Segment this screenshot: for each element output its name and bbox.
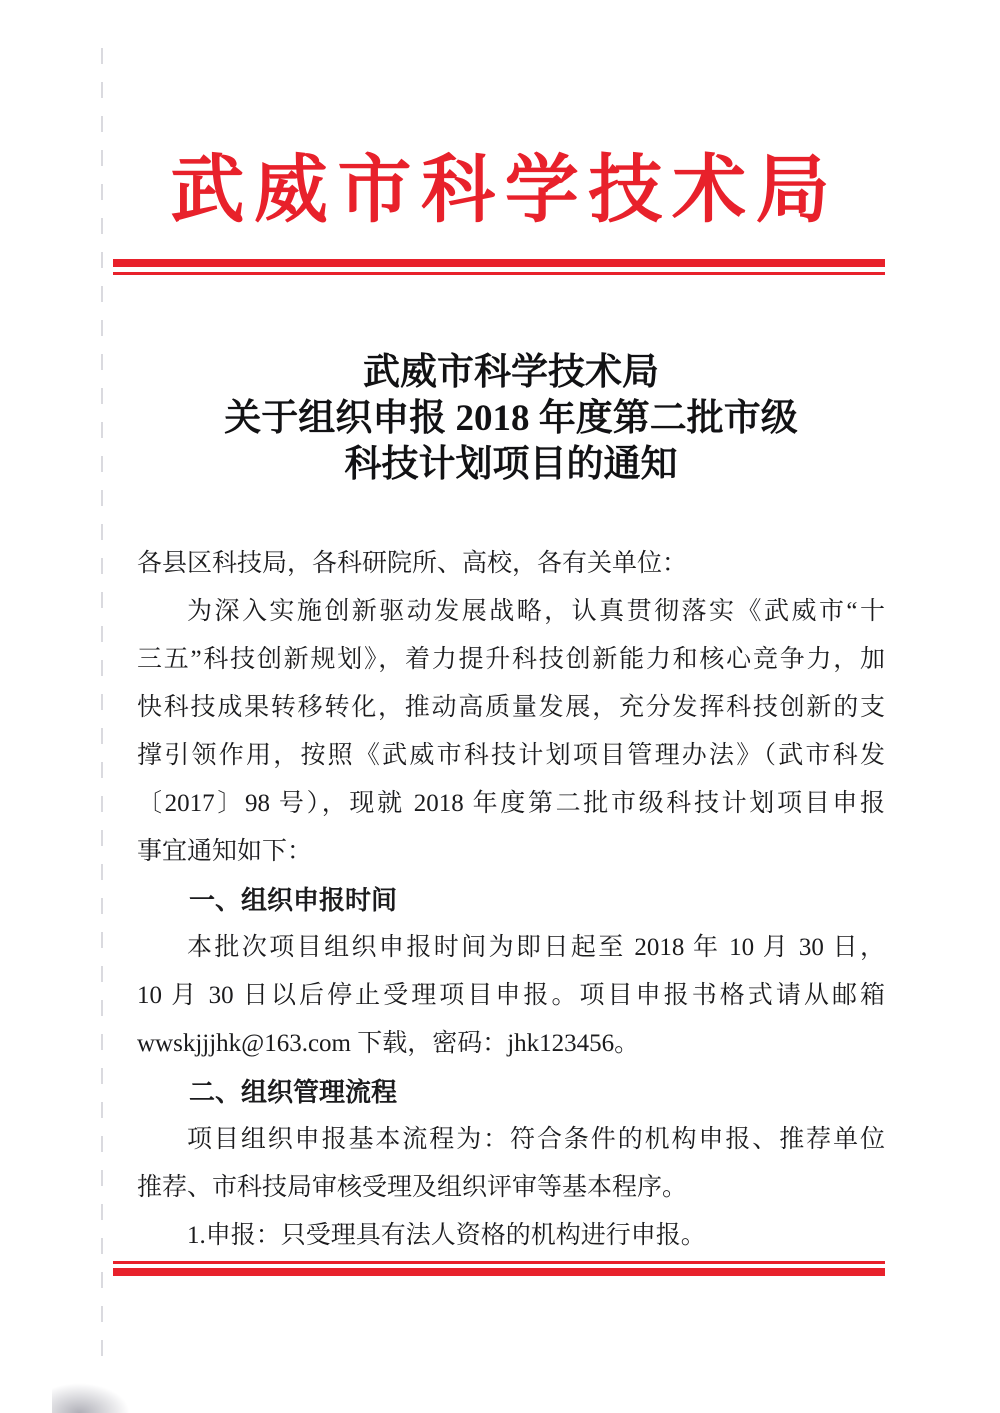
scan-paper-edge	[101, 48, 103, 1358]
paragraph-line: 撑引领作用，按照《武威市科技计划项目管理办法》（武市科发	[137, 742, 885, 769]
paragraph-line: 三五”科技创新规划》，着力提升科技创新能力和核心竞争力，加	[137, 646, 885, 673]
footer-rule-thick	[113, 1268, 885, 1276]
scan-corner-smudge	[52, 1383, 130, 1413]
document-body	[137, 540, 885, 1260]
paragraph-line: 本批次项目组织申报时间为即日起至 2018 年 10 月 30 日，	[187, 934, 885, 961]
paragraph-line: 事宜通知如下：	[137, 838, 313, 865]
agency-letterhead: 武威市科学技术局	[170, 150, 840, 232]
paragraph-line: 10 月 30 日以后停止受理项目申报。项目申报书格式请从邮箱	[137, 982, 885, 1009]
document-title-line-3: 科技计划项目的通知	[344, 444, 678, 485]
paragraph-line: 为深入实施创新驱动发展战略，认真贯彻落实《武威市“十	[187, 598, 885, 625]
paragraph-line: wwskjjjhk@163.com 下载，密码：jhk123456。	[137, 1030, 640, 1057]
paragraph-line: 推荐、市科技局审核受理及组织评审等基本程序。	[137, 1174, 688, 1201]
paragraph-line: 快科技成果转移转化，推动高质量发展，充分发挥科技创新的支	[137, 694, 885, 721]
footer-rule-thin	[113, 1261, 885, 1264]
document-title	[137, 350, 885, 488]
paragraph-line: 项目组织申报基本流程为：符合条件的机构申报、推荐单位	[187, 1126, 885, 1153]
letterhead-rule-thick	[113, 259, 885, 267]
salutation-line: 各县区科技局，各科研院所、高校，各有关单位：	[137, 550, 688, 577]
document-title-line-2: 关于组织申报 2018 年度第二批市级	[224, 398, 798, 439]
paragraph-line: 〔2017〕98 号），现就 2018 年度第二批市级科技计划项目申报	[137, 790, 885, 817]
section-heading-2: 二、组织管理流程	[189, 1077, 398, 1107]
letterhead-rule-thin	[113, 272, 885, 275]
section-heading-1: 一、组织申报时间	[189, 885, 398, 915]
paragraph-line: 1.申报：只受理具有法人资格的机构进行申报。	[187, 1222, 706, 1249]
document-title-line-1: 武威市科学技术局	[363, 352, 659, 393]
